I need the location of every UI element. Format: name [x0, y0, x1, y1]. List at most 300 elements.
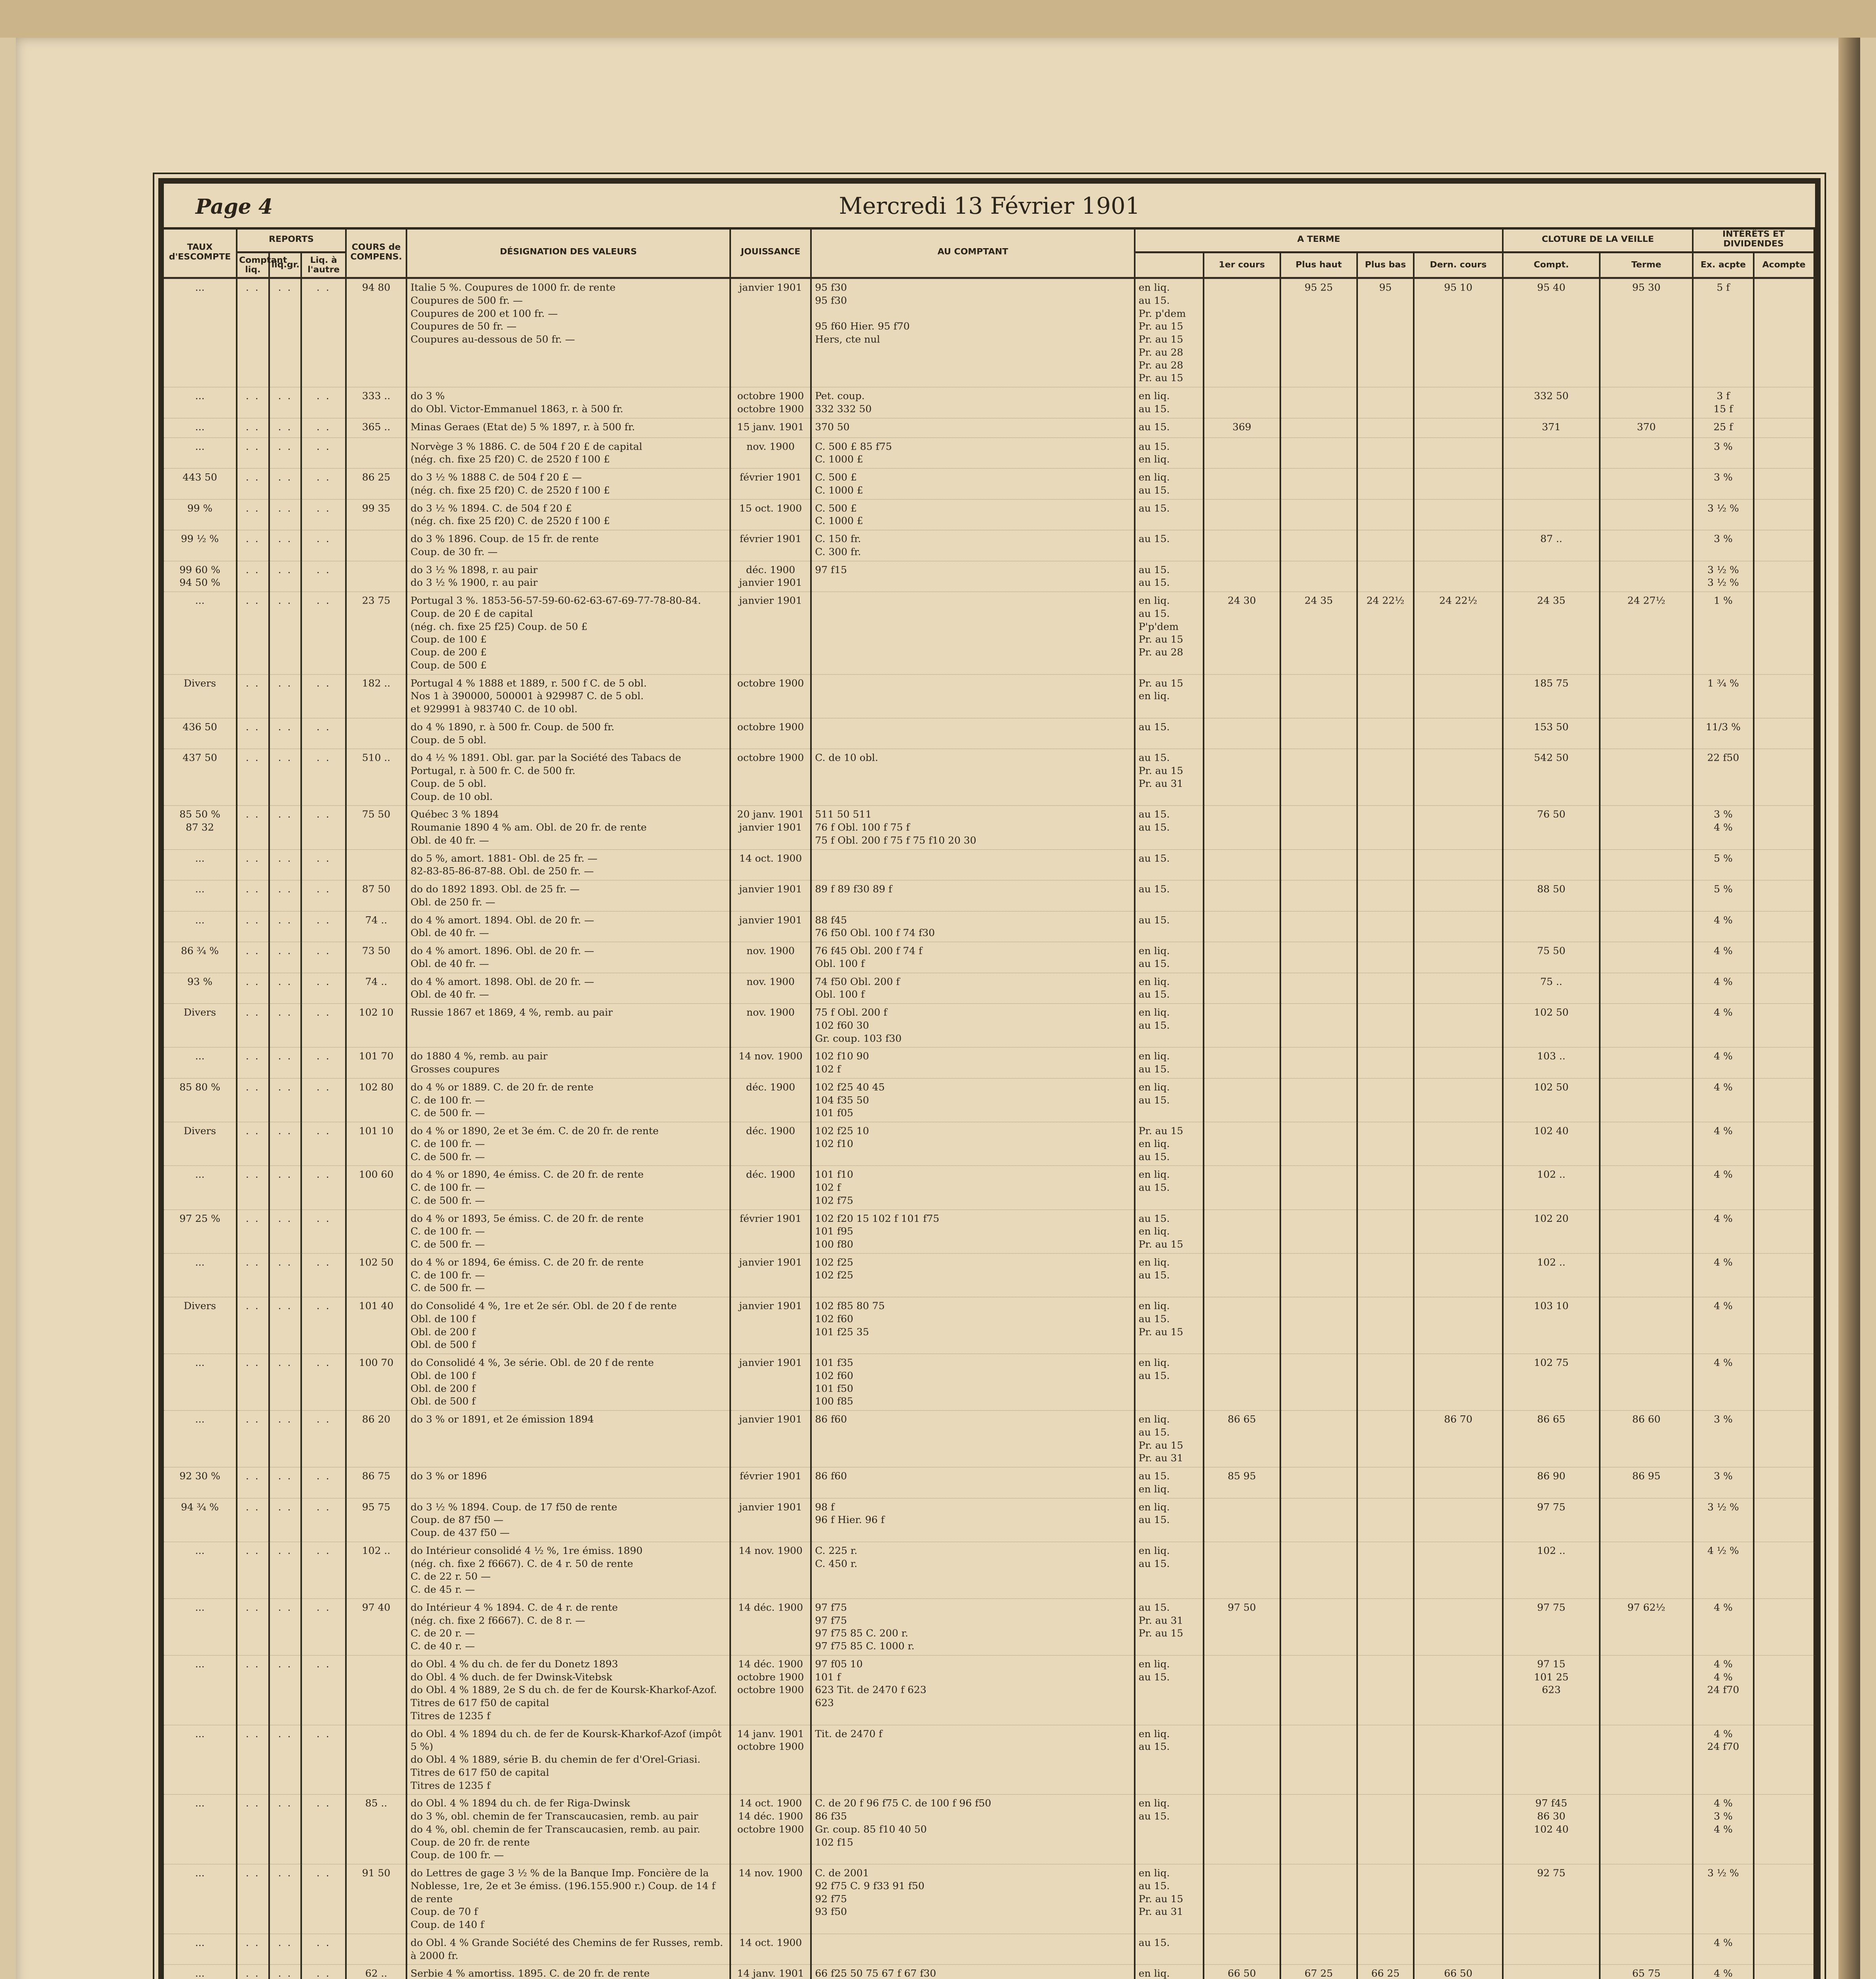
cell-terme-kind: Pr. au 15 en liq. — [1135, 674, 1204, 718]
table-row — [164, 1498, 1814, 1542]
cell-comptant-liq: . . — [237, 1297, 269, 1354]
cell-comptant-liq: . . — [237, 1725, 269, 1795]
cell-liq-gr: . . — [269, 911, 302, 942]
cell-terme-kind: au 15. en liq. — [1135, 438, 1204, 469]
cell-liq-autre: . . — [301, 942, 346, 973]
cell-comptant-liq: . . — [237, 1498, 269, 1542]
cell-au-comptant: C. 500 £ C. 1000 £ — [811, 469, 1135, 499]
cell-cloture-terme — [1600, 1655, 1693, 1725]
table-row — [164, 1210, 1814, 1253]
cell-cloture-terme — [1600, 749, 1693, 805]
cell-liq-autre: . . — [301, 1354, 346, 1411]
cell-cloture-compt — [1503, 469, 1600, 499]
cell-premier-cours — [1204, 849, 1280, 880]
cell-terme-kind: en liq. au 15. — [1135, 1542, 1204, 1599]
cell-interets: 4 % — [1693, 1004, 1753, 1048]
cell-au-comptant: 370 50 — [811, 418, 1135, 437]
cell-plus-bas — [1357, 849, 1414, 880]
table-row — [164, 1934, 1814, 1965]
cell-cloture-compt: 75 50 — [1503, 942, 1600, 973]
table-row — [164, 749, 1814, 805]
cell-premier-cours — [1204, 1004, 1280, 1048]
cell-plus-haut — [1280, 674, 1357, 718]
cell-dernier-cours — [1414, 1047, 1503, 1078]
cell-plus-bas — [1357, 1498, 1414, 1542]
col-ex-acpte: Ex. acpte — [1693, 252, 1753, 278]
col-interets: INTÉRÊTS ET DIVIDENDES — [1693, 227, 1814, 252]
cell-au-comptant: 101 f10 102 f 102 f75 — [811, 1166, 1135, 1210]
cell-designation: Portugal 3 %. 1853-56-57-59-60-62-63-67-69-77-78-80-84. Coup. de 20 £ de capital (nég. ch. fixe 25 f25) Coup. de 50 £ Coup. de 100 £ Coup. de 200 £ Coup. de 500 £ — [406, 592, 730, 674]
cell-plus-bas — [1357, 1725, 1414, 1795]
cell-interets: 5 % — [1693, 849, 1753, 880]
cell-dernier-cours — [1414, 1542, 1503, 1599]
page-date: Mercredi 13 Février 1901 — [839, 192, 1140, 219]
cell-au-comptant: 102 f25 10 102 f10 — [811, 1122, 1135, 1166]
cell-cloture-terme — [1600, 1122, 1693, 1166]
cell-designation: do Consolidé 4 %, 1re et 2e sér. Obl. de 20 f de rente Obl. de 100 f Obl. de 200 f Obl. de 500 f — [406, 1297, 730, 1354]
cell-cours: 73 50 — [346, 942, 406, 973]
cell-interets: 25 f — [1693, 418, 1753, 437]
cell-dernier-cours — [1414, 1498, 1503, 1542]
cell-liq-gr: . . — [269, 1864, 302, 1934]
cell-interets: 4 % — [1693, 1354, 1753, 1411]
cell-premier-cours: 85 95 — [1204, 1467, 1280, 1498]
cell-terme-kind: au 15. — [1135, 880, 1204, 911]
cell-au-comptant: 97 f75 97 f75 97 f75 85 C. 200 r. 97 f75 85 C. 1000 r. — [811, 1599, 1135, 1655]
cell-dernier-cours — [1414, 942, 1503, 973]
cell-dernier-cours — [1414, 1122, 1503, 1166]
cell-cours — [346, 561, 406, 592]
cell-au-comptant: 102 f20 15 102 f 101 f75 101 f95 100 f80 — [811, 1210, 1135, 1253]
cell-premier-cours: 86 65 — [1204, 1411, 1280, 1467]
cell-jouissance: 14 déc. 1900 octobre 1900 octobre 1900 — [730, 1655, 811, 1725]
cell-liq-gr: . . — [269, 942, 302, 973]
cell-liq-autre: . . — [301, 278, 346, 387]
cell-liq-gr: . . — [269, 1004, 302, 1048]
cell-premier-cours — [1204, 942, 1280, 973]
cell-cloture-compt: 86 65 — [1503, 1411, 1600, 1467]
cell-cloture-compt — [1503, 1934, 1600, 1965]
cell-au-comptant: C. de 10 obl. — [811, 749, 1135, 805]
cell-liq-autre: . . — [301, 469, 346, 499]
cell-taux: ... — [164, 1166, 237, 1210]
cell-cours: 23 75 — [346, 592, 406, 674]
cell-au-comptant: C. de 2001 92 f75 C. 9 f33 91 f50 92 f75 93 f50 — [811, 1864, 1135, 1934]
cell-liq-gr: . . — [269, 718, 302, 749]
cell-terme-kind: en liq. au 15. P'p'dem Pr. au 15 Pr. au 28 — [1135, 592, 1204, 674]
cell-jouissance: 14 déc. 1900 — [730, 1599, 811, 1655]
cell-acompte — [1754, 438, 1814, 469]
cell-terme-kind: au 15. — [1135, 911, 1204, 942]
cell-designation: do 4 % amort. 1896. Obl. de 20 fr. — Obl. de 40 fr. — — [406, 942, 730, 973]
cell-cloture-terme: 370 — [1600, 418, 1693, 437]
cell-cloture-terme — [1600, 973, 1693, 1004]
cell-cours: 95 75 — [346, 1498, 406, 1542]
cell-terme-kind: en liq. au 15. — [1135, 1725, 1204, 1795]
cell-interets: 3 ½ % — [1693, 499, 1753, 530]
cell-plus-haut — [1280, 1934, 1357, 1965]
cell-taux: 436 50 — [164, 718, 237, 749]
cell-acompte — [1754, 1725, 1814, 1795]
table-row — [164, 1411, 1814, 1467]
cell-dernier-cours — [1414, 561, 1503, 592]
cell-dernier-cours — [1414, 1253, 1503, 1297]
cell-cours — [346, 1655, 406, 1725]
cell-premier-cours — [1204, 911, 1280, 942]
cell-cloture-terme — [1600, 1934, 1693, 1965]
cell-cloture-terme: 65 75 — [1600, 1965, 1693, 1979]
cell-liq-autre: . . — [301, 1210, 346, 1253]
cell-jouissance: janvier 1901 — [730, 278, 811, 387]
cell-acompte — [1754, 1467, 1814, 1498]
cell-liq-gr: . . — [269, 1297, 302, 1354]
table-row — [164, 1354, 1814, 1411]
cell-jouissance: février 1901 — [730, 530, 811, 561]
col-liq-autre: Liq. à l'autre — [301, 252, 346, 278]
cell-plus-bas: 24 22½ — [1357, 592, 1414, 674]
cell-taux: ... — [164, 849, 237, 880]
cell-taux: ... — [164, 1965, 237, 1979]
cell-interets: 3 % — [1693, 469, 1753, 499]
cell-terme-kind: au 15. en liq. Pr. au 15 — [1135, 1210, 1204, 1253]
cell-cloture-compt: 86 90 — [1503, 1467, 1600, 1498]
cell-premier-cours — [1204, 387, 1280, 418]
cell-dernier-cours — [1414, 911, 1503, 942]
cell-acompte — [1754, 1655, 1814, 1725]
cell-au-comptant: 102 f10 90 102 f — [811, 1047, 1135, 1078]
cell-designation: do do 1892 1893. Obl. de 25 fr. — Obl. de 250 fr. — — [406, 880, 730, 911]
cell-jouissance: 14 nov. 1900 — [730, 1047, 811, 1078]
cell-liq-gr: . . — [269, 387, 302, 418]
cell-plus-haut — [1280, 1210, 1357, 1253]
cell-liq-gr: . . — [269, 1122, 302, 1166]
cell-taux: 94 ¾ % — [164, 1498, 237, 1542]
cell-premier-cours — [1204, 1078, 1280, 1122]
cell-acompte — [1754, 1965, 1814, 1979]
cell-liq-autre: . . — [301, 1498, 346, 1542]
cell-jouissance: janvier 1901 — [730, 911, 811, 942]
cell-acompte — [1754, 973, 1814, 1004]
cell-plus-bas — [1357, 1411, 1414, 1467]
cell-interets: 22 f50 — [1693, 749, 1753, 805]
cell-plus-haut — [1280, 718, 1357, 749]
cell-comptant-liq: . . — [237, 1354, 269, 1411]
cell-jouissance: octobre 1900 — [730, 749, 811, 805]
cell-cours: 100 60 — [346, 1166, 406, 1210]
cell-plus-haut — [1280, 973, 1357, 1004]
cell-premier-cours — [1204, 499, 1280, 530]
cell-cloture-terme — [1600, 674, 1693, 718]
table-row — [164, 530, 1814, 561]
cell-interets: 4 % — [1693, 1210, 1753, 1253]
cell-dernier-cours — [1414, 1078, 1503, 1122]
cell-cloture-compt: 185 75 — [1503, 674, 1600, 718]
cell-dernier-cours — [1414, 674, 1503, 718]
cell-comptant-liq: . . — [237, 499, 269, 530]
table-row — [164, 1864, 1814, 1934]
cell-cours: 182 .. — [346, 674, 406, 718]
table-frame — [158, 178, 1821, 1979]
cell-taux: ... — [164, 1542, 237, 1599]
cell-cours — [346, 1210, 406, 1253]
cell-au-comptant: 66 f25 50 75 67 f 67 f30 — [811, 1965, 1135, 1979]
cell-jouissance: janvier 1901 — [730, 592, 811, 674]
cell-designation: do 4 % or 1890, 2e et 3e ém. C. de 20 fr. de rente C. de 100 fr. — C. de 500 fr. — — [406, 1122, 730, 1166]
cell-comptant-liq: . . — [237, 1166, 269, 1210]
cell-terme-kind: en liq. au 15. — [1135, 1354, 1204, 1411]
cell-designation: do 3 ½ % 1888 C. de 504 f 20 £ — (nég. ch. fixe 25 f20) C. de 2520 f 100 £ — [406, 469, 730, 499]
cell-cloture-terme — [1600, 499, 1693, 530]
cell-taux: Divers — [164, 1297, 237, 1354]
table-row — [164, 1655, 1814, 1725]
cell-jouissance: 14 nov. 1900 — [730, 1864, 811, 1934]
cell-taux: ... — [164, 278, 237, 387]
cell-taux: 85 80 % — [164, 1078, 237, 1122]
cell-jouissance: déc. 1900 janvier 1901 — [730, 561, 811, 592]
cell-jouissance: 15 oct. 1900 — [730, 499, 811, 530]
cell-liq-gr: . . — [269, 1965, 302, 1979]
cell-liq-gr: . . — [269, 1166, 302, 1210]
cell-plus-haut — [1280, 1864, 1357, 1934]
cell-terme-kind: en liq. au 15. — [1135, 973, 1204, 1004]
quotes-table — [164, 227, 1815, 1979]
cell-au-comptant: 75 f Obl. 200 f 102 f60 30 Gr. coup. 103 f30 — [811, 1004, 1135, 1048]
cell-interets: 3 % — [1693, 530, 1753, 561]
cell-interets: 3 ½ % — [1693, 1864, 1753, 1934]
cell-au-comptant: C. 225 r. C. 450 r. — [811, 1542, 1135, 1599]
cell-liq-autre: . . — [301, 674, 346, 718]
cell-cloture-compt: 102 .. — [1503, 1253, 1600, 1297]
cell-dernier-cours: 95 10 — [1414, 278, 1503, 387]
cell-acompte — [1754, 942, 1814, 973]
cell-au-comptant: C. de 20 f 96 f75 C. de 100 f 96 f50 86 f35 Gr. coup. 85 f10 40 50 102 f15 — [811, 1795, 1135, 1864]
cell-cloture-compt: 97 15 101 25 623 — [1503, 1655, 1600, 1725]
cell-cours: 510 .. — [346, 749, 406, 805]
cell-liq-autre: . . — [301, 438, 346, 469]
cell-jouissance: octobre 1900 — [730, 674, 811, 718]
cell-jouissance: 15 janv. 1901 — [730, 418, 811, 437]
cell-taux: ... — [164, 1354, 237, 1411]
cell-jouissance: 14 nov. 1900 — [730, 1542, 811, 1599]
cell-plus-bas — [1357, 418, 1414, 437]
cell-designation: do Lettres de gage 3 ½ % de la Banque Imp. Foncière de la Noblesse, 1re, 2e et 3e émiss. (196.155.900 r.) Coup. de 14 f de rente Coup. de 70 f Coup. de 140 f — [406, 1864, 730, 1934]
cell-cloture-compt: 95 40 — [1503, 278, 1600, 387]
cell-au-comptant: 97 f15 — [811, 561, 1135, 592]
cell-taux: ... — [164, 1934, 237, 1965]
cell-cloture-compt: 88 50 — [1503, 880, 1600, 911]
cell-terme-kind: au 15. — [1135, 849, 1204, 880]
cell-designation: do Obl. 4 % Grande Société des Chemins de fer Russes, remb. à 2000 fr. — [406, 1934, 730, 1965]
cell-plus-bas — [1357, 674, 1414, 718]
table-row — [164, 718, 1814, 749]
cell-dernier-cours — [1414, 880, 1503, 911]
table-row — [164, 880, 1814, 911]
cell-plus-haut — [1280, 1599, 1357, 1655]
col-reports: REPORTS — [237, 227, 346, 252]
cell-dernier-cours — [1414, 1210, 1503, 1253]
table-row — [164, 592, 1814, 674]
cell-cloture-compt: 103 .. — [1503, 1047, 1600, 1078]
cell-acompte — [1754, 418, 1814, 437]
cell-interets: 4 % — [1693, 911, 1753, 942]
cell-cloture-terme — [1600, 1078, 1693, 1122]
cell-premier-cours: 369 — [1204, 418, 1280, 437]
cell-dernier-cours — [1414, 1934, 1503, 1965]
cell-comptant-liq: . . — [237, 418, 269, 437]
cell-cloture-compt: 102 50 — [1503, 1004, 1600, 1048]
cell-interets: 4 % — [1693, 1166, 1753, 1210]
cell-premier-cours — [1204, 1122, 1280, 1166]
cell-cloture-terme — [1600, 1498, 1693, 1542]
cell-plus-haut — [1280, 1542, 1357, 1599]
cell-au-comptant: 76 f45 Obl. 200 f 74 f Obl. 100 f — [811, 942, 1135, 973]
cell-comptant-liq: . . — [237, 1047, 269, 1078]
cell-terme-kind: au 15. — [1135, 418, 1204, 437]
cell-cloture-terme — [1600, 1297, 1693, 1354]
col-comptant-liq: Comptant liq. — [237, 252, 269, 278]
cell-jouissance: janvier 1901 — [730, 1253, 811, 1297]
cell-dernier-cours — [1414, 1467, 1503, 1498]
cell-plus-haut — [1280, 561, 1357, 592]
table-row — [164, 1047, 1814, 1078]
cell-cloture-compt: 102 .. — [1503, 1166, 1600, 1210]
cell-jouissance: octobre 1900 — [730, 718, 811, 749]
cell-designation: do 3 ½ % 1894. Coup. de 17 f50 de rente Coup. de 87 f50 — Coup. de 437 f50 — — [406, 1498, 730, 1542]
col-dernier-cours: Dern. cours — [1414, 252, 1503, 278]
cell-cloture-terme — [1600, 387, 1693, 418]
table-row — [164, 1078, 1814, 1122]
cell-terme-kind: en liq. au 15. — [1135, 1004, 1204, 1048]
cell-cloture-terme — [1600, 1166, 1693, 1210]
cell-au-comptant: 102 f85 80 75 102 f60 101 f25 35 — [811, 1297, 1135, 1354]
cell-dernier-cours — [1414, 973, 1503, 1004]
cell-cloture-compt: 102 .. — [1503, 1542, 1600, 1599]
cell-interets: 1 ¾ % — [1693, 674, 1753, 718]
cell-plus-haut — [1280, 1411, 1357, 1467]
cell-terme-kind: en liq. au 15. — [1135, 1253, 1204, 1297]
cell-designation: do 4 % amort. 1898. Obl. de 20 fr. — Obl. de 40 fr. — — [406, 973, 730, 1004]
cell-taux: ... — [164, 418, 237, 437]
cell-plus-bas — [1357, 1078, 1414, 1122]
cell-liq-autre: . . — [301, 1166, 346, 1210]
cell-terme-kind: Pr. au 15 en liq. au 15. — [1135, 1122, 1204, 1166]
cell-designation: do Obl. 4 % 1894 du ch. de fer Riga-Dwinsk do 3 %, obl. chemin de fer Transcaucasien, remb. au pair do 4 %, obl. chemin de fer Transcaucasien, remb. au pair. Coup. de 20 fr. de rente Coup. de 100 fr. — — [406, 1795, 730, 1864]
cell-acompte — [1754, 1047, 1814, 1078]
cell-cours: 97 40 — [346, 1599, 406, 1655]
cell-acompte — [1754, 387, 1814, 418]
cell-dernier-cours — [1414, 1166, 1503, 1210]
cell-cloture-terme — [1600, 880, 1693, 911]
cell-premier-cours — [1204, 806, 1280, 850]
cell-plus-bas — [1357, 1795, 1414, 1864]
cell-plus-bas — [1357, 499, 1414, 530]
cell-dernier-cours: 66 50 — [1414, 1965, 1503, 1979]
cell-acompte — [1754, 1122, 1814, 1166]
cell-cours: 74 .. — [346, 911, 406, 942]
table-row — [164, 561, 1814, 592]
cell-terme-kind: en liq. au 15. — [1135, 1078, 1204, 1122]
cell-cours: 86 20 — [346, 1411, 406, 1467]
cell-liq-gr: . . — [269, 1210, 302, 1253]
cell-liq-gr: . . — [269, 530, 302, 561]
cell-taux: 86 ¾ % — [164, 942, 237, 973]
col-plus-haut: Plus haut — [1280, 252, 1357, 278]
cell-liq-gr: . . — [269, 806, 302, 850]
cell-comptant-liq: . . — [237, 1004, 269, 1048]
cell-designation: Portugal 4 % 1888 et 1889, r. 500 f C. de 5 obl. Nos 1 à 390000, 500001 à 929987 C. de 5 obl. et 929991 à 983740 C. de 10 obl. — [406, 674, 730, 718]
cell-liq-gr: . . — [269, 1354, 302, 1411]
cell-cours: 87 50 — [346, 880, 406, 911]
cell-acompte — [1754, 749, 1814, 805]
cell-jouissance: nov. 1900 — [730, 973, 811, 1004]
cell-plus-haut — [1280, 1795, 1357, 1864]
cell-designation: do 4 % 1890, r. à 500 fr. Coup. de 500 fr. Coup. de 5 obl. — [406, 718, 730, 749]
cell-taux: ... — [164, 1725, 237, 1795]
cell-comptant-liq: . . — [237, 1599, 269, 1655]
cell-liq-autre: . . — [301, 1542, 346, 1599]
cell-cloture-terme — [1600, 438, 1693, 469]
cell-dernier-cours — [1414, 1725, 1503, 1795]
cell-cours — [346, 718, 406, 749]
cell-liq-gr: . . — [269, 561, 302, 592]
cell-terme-kind: au 15. — [1135, 499, 1204, 530]
cell-dernier-cours — [1414, 1004, 1503, 1048]
cell-plus-haut — [1280, 499, 1357, 530]
cell-jouissance: janvier 1901 — [730, 1297, 811, 1354]
cell-dernier-cours — [1414, 849, 1503, 880]
cell-dernier-cours — [1414, 1599, 1503, 1655]
cell-dernier-cours — [1414, 1795, 1503, 1864]
table-row — [164, 911, 1814, 942]
cell-taux: ... — [164, 387, 237, 418]
col-a-terme: A TERME — [1135, 227, 1503, 252]
cell-cloture-terme — [1600, 718, 1693, 749]
cell-designation: do Intérieur consolidé 4 ½ %, 1re émiss. 1890 (nég. ch. fixe 2 f6667). C. de 4 r. 50 de rente C. de 22 r. 50 — C. de 45 r. — — [406, 1542, 730, 1599]
cell-jouissance: février 1901 — [730, 1467, 811, 1498]
cell-terme-kind: en liq. au 15. Pr. p'dem Pr. au 15 Pr. au 15 Pr. au 28 Pr. au 28 Pr. au 15 — [1135, 278, 1204, 387]
cell-interets: 3 ½ % 3 ½ % — [1693, 561, 1753, 592]
cell-designation: do Consolidé 4 %, 3e série. Obl. de 20 f de rente Obl. de 100 f Obl. de 200 f Obl. de 500 f — [406, 1354, 730, 1411]
cell-liq-autre: . . — [301, 911, 346, 942]
cell-cloture-terme: 97 62½ — [1600, 1599, 1693, 1655]
cell-comptant-liq: . . — [237, 469, 269, 499]
cell-cloture-compt: 102 50 — [1503, 1078, 1600, 1122]
cell-taux: Divers — [164, 1122, 237, 1166]
cell-plus-haut — [1280, 1078, 1357, 1122]
table-row — [164, 1253, 1814, 1297]
cell-comptant-liq: . . — [237, 1542, 269, 1599]
cell-designation: do 3 % 1896. Coup. de 15 fr. de rente Coup. de 30 fr. — — [406, 530, 730, 561]
cell-terme-kind: en liq. — [1135, 1965, 1204, 1979]
cell-cloture-compt: 103 10 — [1503, 1297, 1600, 1354]
cell-dernier-cours — [1414, 530, 1503, 561]
cell-interets: 3 f 15 f — [1693, 387, 1753, 418]
cell-plus-haut — [1280, 1467, 1357, 1498]
cell-interets: 3 % — [1693, 1411, 1753, 1467]
cell-premier-cours — [1204, 561, 1280, 592]
cell-liq-gr: . . — [269, 1047, 302, 1078]
cell-cloture-terme — [1600, 849, 1693, 880]
cell-dernier-cours — [1414, 469, 1503, 499]
cell-liq-gr: . . — [269, 749, 302, 805]
cell-terme-kind: en liq. au 15. — [1135, 1795, 1204, 1864]
cell-plus-bas: 95 — [1357, 278, 1414, 387]
cell-terme-kind: en liq. au 15. — [1135, 469, 1204, 499]
cell-liq-gr: . . — [269, 1599, 302, 1655]
cell-plus-bas — [1357, 1542, 1414, 1599]
cell-taux: ... — [164, 1253, 237, 1297]
cell-cloture-terme — [1600, 942, 1693, 973]
